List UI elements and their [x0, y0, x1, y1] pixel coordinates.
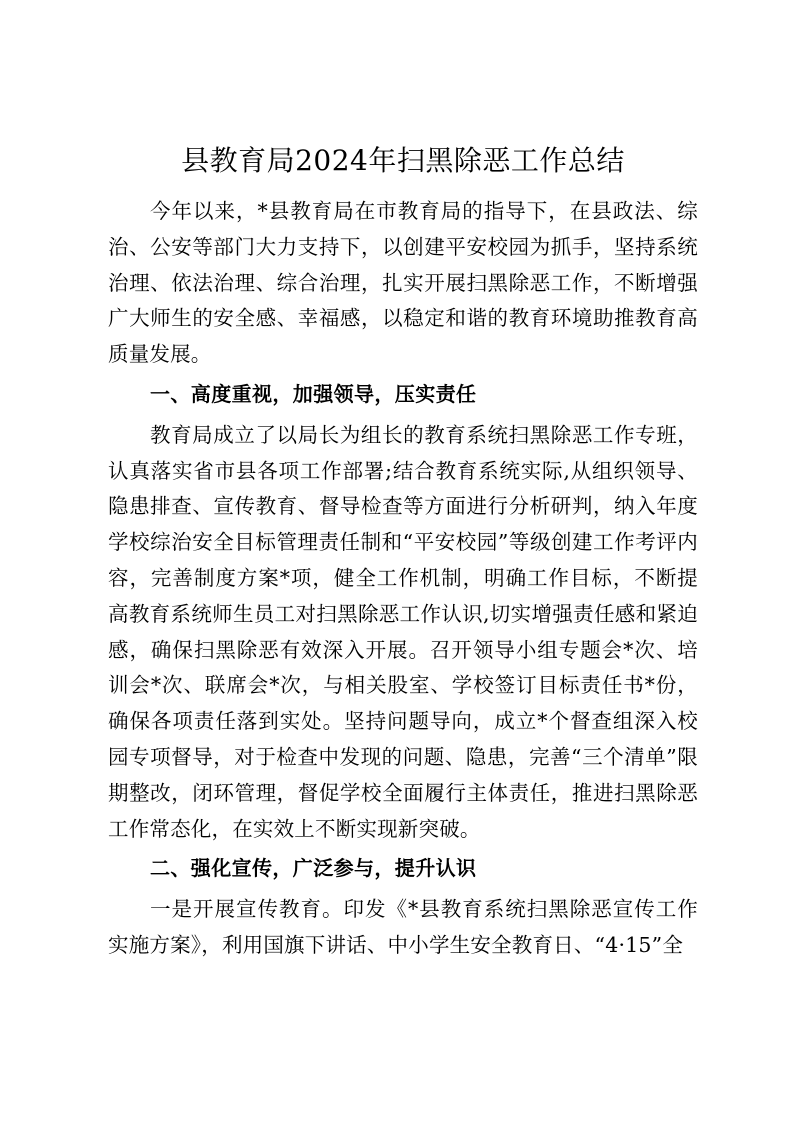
section-1-heading: 一、高度重视，加强领导，压实责任 [150, 381, 477, 406]
document-title: 县教育局2024年扫黑除恶工作总结 [181, 144, 625, 177]
document-body [108, 140, 698, 964]
intro-paragraph: 今年以来，*县教育局在市教育局的指导下，在县政法、综治、公安等部门大力支持下，以创建平安校园为抓手，坚持系统治理、依法治理、综合治理，扎实开展扫黑除恶工作，不断增强广大师生的安全感、幸福感，以稳定和谐的教育环境助推教育高质量发展。 [108, 199, 698, 367]
section-2-heading: 二、强化宣传，广泛参与，提升认识 [150, 856, 477, 881]
section-1-paragraph: 教育局成立了以局长为组长的教育系统扫黑除恶工作专班，认真落实省市县各项工作部署;结合教育系统实际,从组织领导、隐患排查、宣传教育、督导检查等方面进行分析研判，纳入年度学校综治安全目标管理责任制和“平安校园”等级创建工作考评内容，完善制度方案*项，健全工作机制，明确工作目标，不断提高教育系统师生员工对扫黑除恶工作认识,切实增强责任感和紧迫感，确保扫黑除恶有效深入开展。召开领导小组专题会*次、培训会*次、联席会*次，与相关股室、学校签订目标责任书*份，确保各项责任落到实处。坚持问题导向，成立*个督查组深入校园专项督导，对于检查中发现的问题、隐患，完善“三个清单”限期整改，闭环管理，督促学校全面履行主体责任，推进扫黑除恶工作常态化，在实效上不断实现新突破。 [108, 422, 698, 841]
section-2-paragraph: 一是开展宣传教育。印发《*县教育系统扫黑除恶宣传工作实施方案》，利用国旗下讲话、中小学生安全教育日、“4·15”全 [108, 897, 698, 957]
